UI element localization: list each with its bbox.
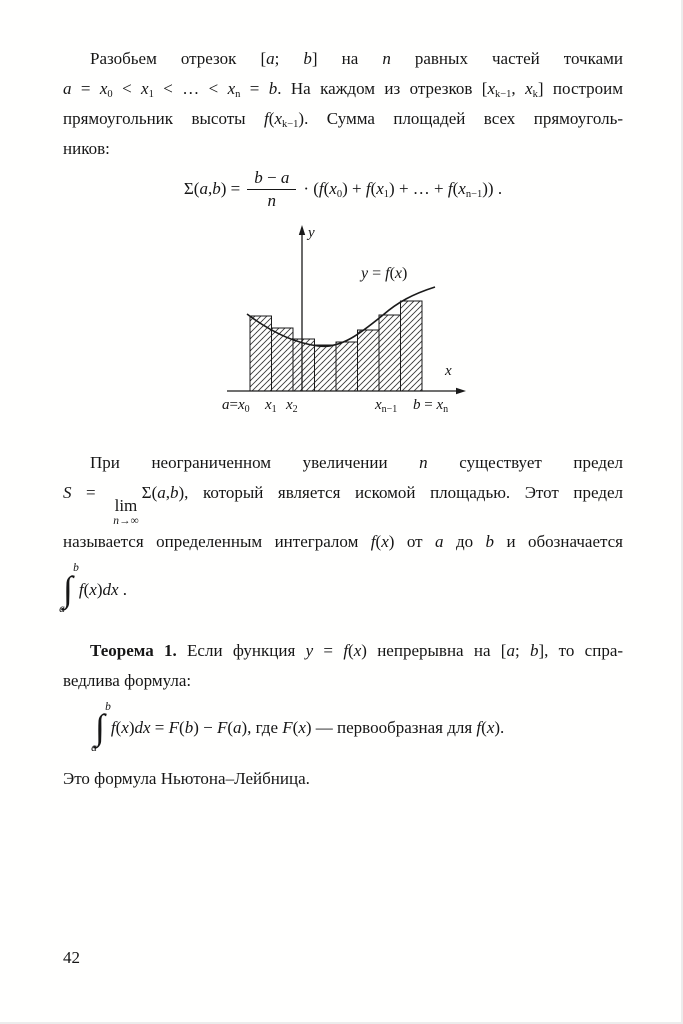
text-line: Это формула Ньютона–Лейбница. <box>63 769 310 789</box>
tick-label-x1: $x_1$ <box>265 397 277 416</box>
tick-label-a-x0: $a=x_0$ <box>222 397 250 416</box>
text-line: $a = x_0 < x_1$ < … < $x_n = b$. На каждом из отрезков [$x_{k-1}$, $x_k$] построим <box>63 79 623 100</box>
fraction-numerator: b − a <box>247 168 296 190</box>
fraction-denominator: n <box>267 190 277 210</box>
lim-word: lim <box>114 496 138 516</box>
x-axis-label: x <box>445 363 452 380</box>
riemann-rectangles <box>250 301 422 391</box>
y-axis-label: y <box>308 225 315 242</box>
tick-label-xn-1: $x_{n-1}$ <box>375 397 398 416</box>
paragraph-theorem-1 <box>63 636 623 696</box>
limit-lhs: S = <box>63 483 111 503</box>
integrand: f(x)dx . <box>78 579 128 599</box>
lim-subscript: n→∞ <box>113 514 139 527</box>
integral-glyph: ∫ <box>63 568 73 609</box>
integral-glyph: ∫ <box>95 707 105 748</box>
x-axis-arrow <box>456 388 466 394</box>
newton-leibniz-formula <box>91 700 623 755</box>
paragraph-newton-leibniz <box>63 764 623 794</box>
integral-lower-limit: a <box>59 603 65 616</box>
integral-lower-limit: a <box>91 741 97 754</box>
riemann-figure <box>215 224 485 430</box>
formula-lhs: Σ(a,b) = <box>183 179 241 199</box>
paragraph-limit-definition <box>63 448 623 557</box>
text-line: ников: <box>63 139 110 158</box>
y-axis-arrow <box>299 225 305 235</box>
tick-label-b-xn: $b = x_n$ <box>413 397 449 416</box>
integral-upper-limit: b <box>105 700 111 713</box>
integral-sign <box>59 562 79 616</box>
limit-operator <box>113 497 138 527</box>
text-line: Разобьем отрезок [a; b] на n равных частей точками <box>90 49 623 68</box>
page-number: 42 <box>63 948 80 967</box>
text-line: При неограниченном увеличении n существует предел <box>90 453 623 473</box>
riemann-sum-formula <box>63 168 623 210</box>
paragraph-partition <box>63 44 623 164</box>
text-line: называется определенным интегралом f(x) от a до b и обозначается <box>63 532 623 552</box>
definite-integral-notation <box>59 562 623 616</box>
tick-label-x2: $x_2$ <box>286 397 298 416</box>
text-line <box>63 478 623 527</box>
newton-leibniz-equation: f(x)dx = F(b) − F(a), где F(x) — первообразная для f(x). <box>110 718 505 738</box>
integral-sign <box>91 700 111 755</box>
text-line: ведлива формула: <box>63 670 192 690</box>
formula-rhs: · ($f(x_0) + f(x_1)$ + … + $f(x_{n-1})$) . <box>303 179 503 201</box>
curve-label: y = f(x) <box>361 265 408 283</box>
page-text <box>59 44 623 794</box>
text-line: Теорема 1. Если функция y = f(x) непрерывна на [a; b], то спра- <box>90 640 623 660</box>
fraction <box>247 168 296 210</box>
text-line: прямоугольник высоты $f(x_{k-1})$. Сумма площадей всех прямоуголь- <box>63 109 623 130</box>
integral-upper-limit: b <box>73 562 79 575</box>
limit-rhs: Σ(a,b), который является искомой площадью. Этот предел <box>141 483 623 503</box>
